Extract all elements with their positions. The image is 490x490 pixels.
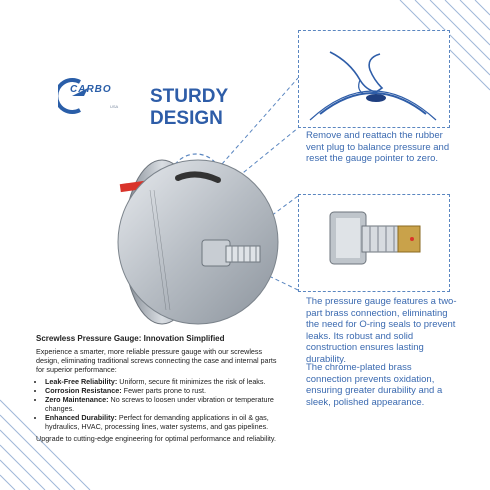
description-outro: Upgrade to cutting-edge engineering for optimal performance and reliability. xyxy=(36,434,276,443)
feature-item: • Enhanced Durability: Perfect for demanding applications in oil & gas, hydraulics, HVAC, processing lines, water systems, and gas pipelines. xyxy=(45,413,286,431)
brand-sub: USA xyxy=(110,104,119,109)
description-intro: Experience a smarter, more reliable pressure gauge with our screwless design, eliminating traditional screws connecting the case and internal parts for superior performance: xyxy=(36,347,277,374)
feature-item: • Leak-Free Reliability: Uniform, secure fit minimizes the risk of leaks. xyxy=(45,377,286,386)
connection-caption: The pressure gauge features a two-part brass connection, eliminating the need for O-ring seals to prevent leaks. Its robust and solid construction ensures lasting durability. xyxy=(306,296,457,365)
gauge-illustration xyxy=(100,150,290,330)
brand-name: CARBO xyxy=(70,84,112,95)
feature-list xyxy=(36,377,286,431)
chrome-caption: The chrome-plated brass connection prevents oxidation, ensuring greater durability and a sleek, polished appearance. xyxy=(306,362,443,408)
vent-caption: Remove and reattach the rubber vent plug to balance pressure and reset the gauge pointer to zero. xyxy=(306,130,450,164)
headline-line1: STURDY xyxy=(150,86,229,107)
connection-illustration xyxy=(300,196,446,288)
description-block xyxy=(36,334,286,446)
description-heading: Screwless Pressure Gauge: Innovation Simplified xyxy=(36,334,225,343)
feature-item: • Corrosion Resistance: Fewer parts prone to rust. xyxy=(45,386,286,395)
headline-line2: DESIGN xyxy=(150,108,223,129)
feature-item: • Zero Maintenance: No screws to loosen under vibration or temperature changes. xyxy=(45,395,286,413)
vent-plug-illustration xyxy=(300,32,446,124)
